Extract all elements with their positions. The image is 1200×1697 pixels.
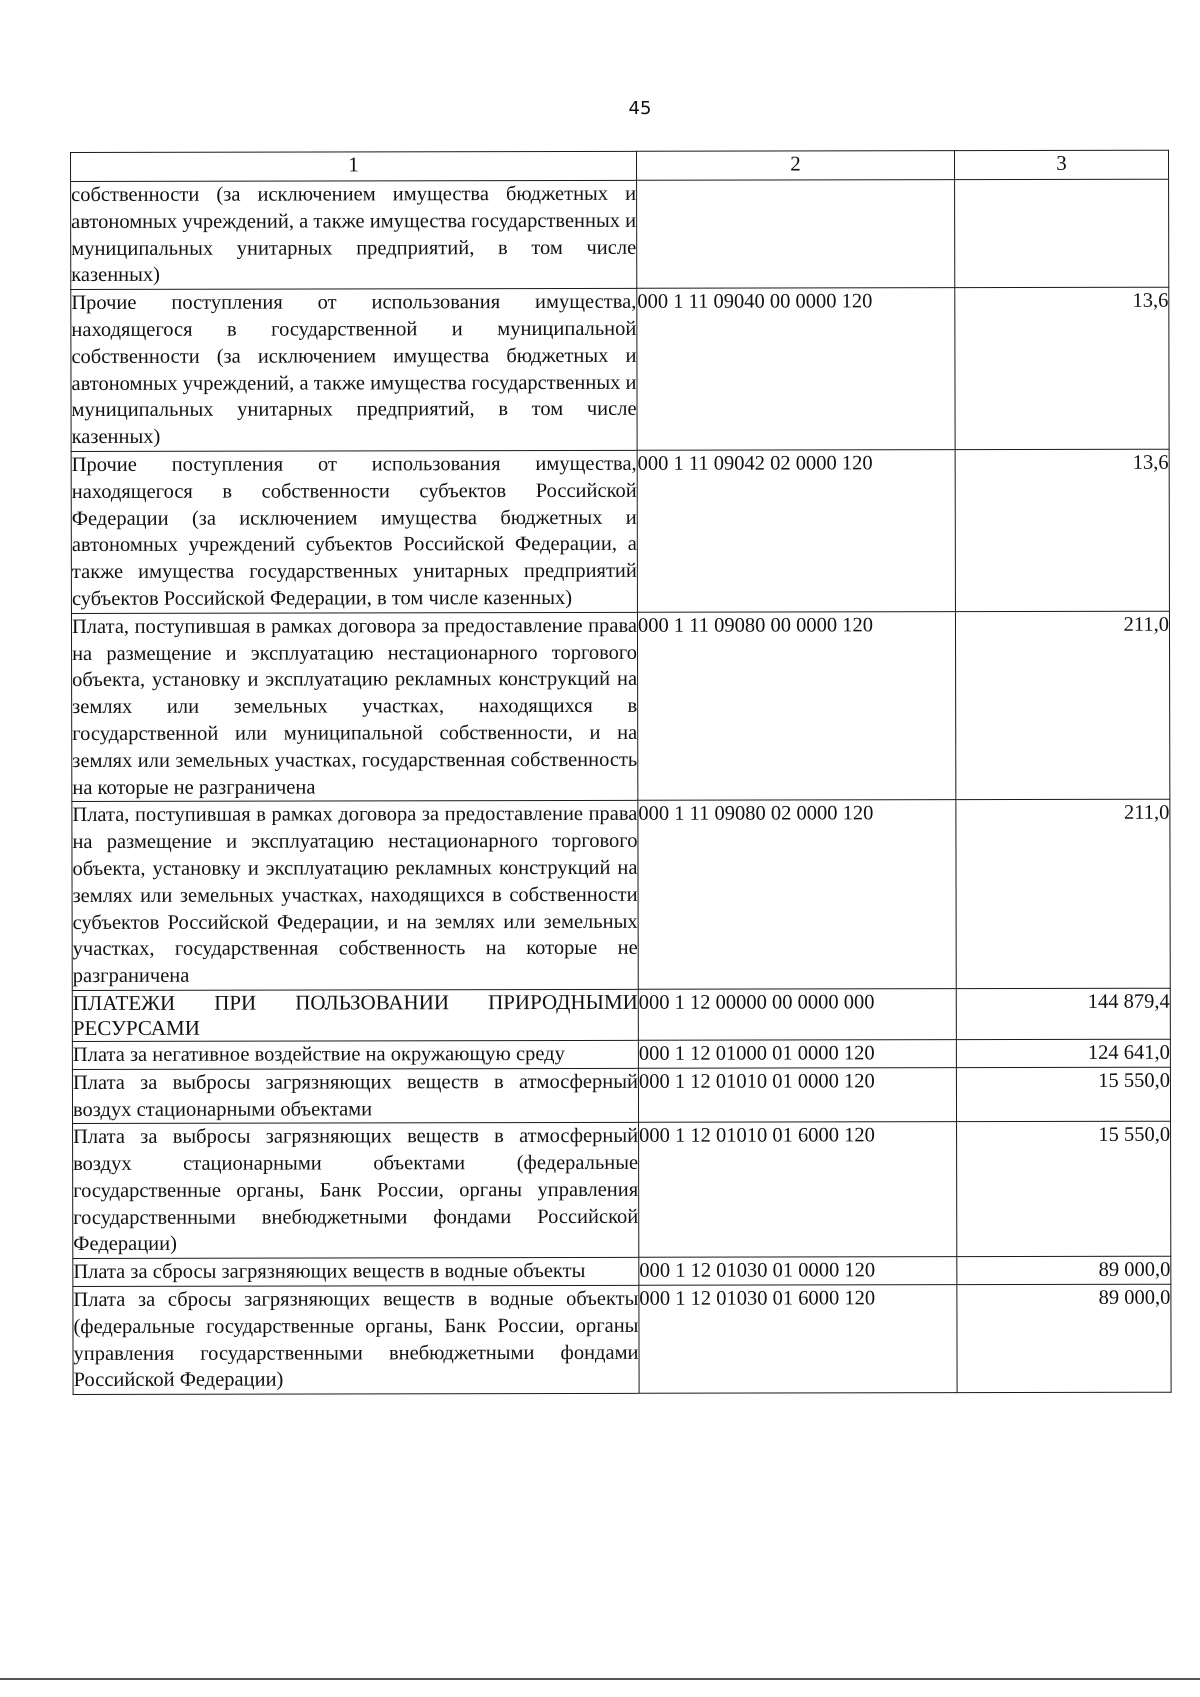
- row-amount: 211,0: [956, 800, 1170, 989]
- table-row: [73, 1121, 1171, 1258]
- row-budget-code: 000 1 11 09080 02 0000 120: [638, 800, 956, 989]
- page-number: 45: [628, 98, 652, 119]
- row-budget-code: 000 1 11 09040 00 0000 120: [637, 288, 955, 450]
- row-amount: 13,6: [955, 449, 1169, 611]
- row-description: Прочие поступления от использования имущества, находящегося в государственной и муниципальной собственности (за исключением имущества бюджетных и автономных учреждений, а также имущества государственных и муниципальных унитарных предприятий, в том числе казенных): [71, 289, 637, 452]
- table-row: [72, 800, 1170, 991]
- row-description: Плата за негативное воздействие на окружающую среду: [72, 1040, 638, 1069]
- row-budget-code: 000 1 12 01000 01 0000 120: [638, 1040, 956, 1068]
- row-description: Плата, поступившая в рамках договора за предоставление права на размещение и эксплуатацию нестационарного торгового объекта, установку и эксплуатацию рекламных конструкций на землях или земельных участках, находящихся в государственной или муниципальной собственности, и на землях или земельных участках, государственная собственность на которые не разграничена: [71, 612, 637, 802]
- table-row: [72, 1067, 1170, 1124]
- row-amount: [955, 179, 1169, 288]
- column-number-row: [71, 150, 1169, 181]
- table-row: [71, 287, 1169, 451]
- row-amount: 15 550,0: [957, 1121, 1171, 1256]
- table-row: [73, 1284, 1171, 1394]
- row-amount: 89 000,0: [957, 1284, 1171, 1393]
- row-budget-code: 000 1 12 01030 01 0000 120: [639, 1257, 957, 1285]
- row-budget-code: 000 1 12 00000 00 0000 000: [638, 989, 956, 1041]
- row-amount: 124 641,0: [956, 1039, 1170, 1067]
- row-amount: 211,0: [955, 611, 1169, 800]
- row-budget-code: 000 1 12 01030 01 6000 120: [639, 1285, 957, 1394]
- budget-revenue-table: [70, 150, 1172, 1396]
- row-description: Плата, поступившая в рамках договора за предоставление права на размещение и эксплуатацию нестационарного торгового объекта, установку и эксплуатацию рекламных конструкций на землях или земельных участках, находящихся в собственности субъектов Российской Федерации, и на землях или земельных участках, государственная собственность на которые не разграничена: [72, 801, 638, 991]
- column-header-1: 1: [71, 151, 637, 181]
- table-row: [72, 1039, 1170, 1069]
- row-description: Прочие поступления от использования имущества, находящегося в собственности субъектов Российской Федерации (за исключением имущества бюджетных и автономных учреждений субъектов Российской Федерации, а также имущества государственных унитарных предприятий субъектов Российской Федерации, в том числе казенных): [71, 450, 637, 613]
- row-description: Плата за сбросы загрязняющих веществ в водные объекты: [73, 1258, 639, 1287]
- row-budget-code: [637, 180, 955, 289]
- row-amount: 15 550,0: [956, 1067, 1170, 1122]
- row-description: Плата за сбросы загрязняющих веществ в водные объекты (федеральные государственные органы, Банк России, органы управления государственными внебюджетными фондами Российской Федерации): [73, 1285, 639, 1394]
- row-description: ПЛАТЕЖИ ПРИ ПОЛЬЗОВАНИИ ПРИРОДНЫМИ РЕСУРСАМИ: [72, 989, 638, 1040]
- table-row: [71, 179, 1169, 289]
- scan-edge-line: [0, 1678, 1200, 1680]
- table-row: [73, 1256, 1171, 1286]
- table-row: [71, 449, 1169, 613]
- column-header-2: 2: [636, 151, 954, 181]
- row-budget-code: 000 1 12 01010 01 0000 120: [638, 1067, 956, 1122]
- row-budget-code: 000 1 11 09042 02 0000 120: [637, 450, 955, 612]
- row-amount: 144 879,4: [956, 988, 1170, 1039]
- row-amount: 13,6: [955, 287, 1169, 449]
- column-header-3: 3: [954, 150, 1168, 179]
- row-description: Плата за выбросы загрязняющих веществ в атмосферный воздух стационарными объектами: [72, 1068, 638, 1124]
- table-row: [71, 611, 1169, 802]
- row-description: собственности (за исключением имущества бюджетных и автономных учреждений, а также имущества государственных и муниципальных унитарных предприятий, в том числе казенных): [71, 180, 637, 289]
- row-amount: 89 000,0: [957, 1256, 1171, 1284]
- row-description: Плата за выбросы загрязняющих веществ в атмосферный воздух стационарными объектами (федеральные государственные органы, Банк России, органы управления государственными внебюджетными фондами Российской Федерации): [73, 1123, 639, 1259]
- row-budget-code: 000 1 11 09080 00 0000 120: [637, 611, 955, 800]
- table-row: [72, 988, 1170, 1041]
- row-budget-code: 000 1 12 01010 01 6000 120: [639, 1122, 957, 1258]
